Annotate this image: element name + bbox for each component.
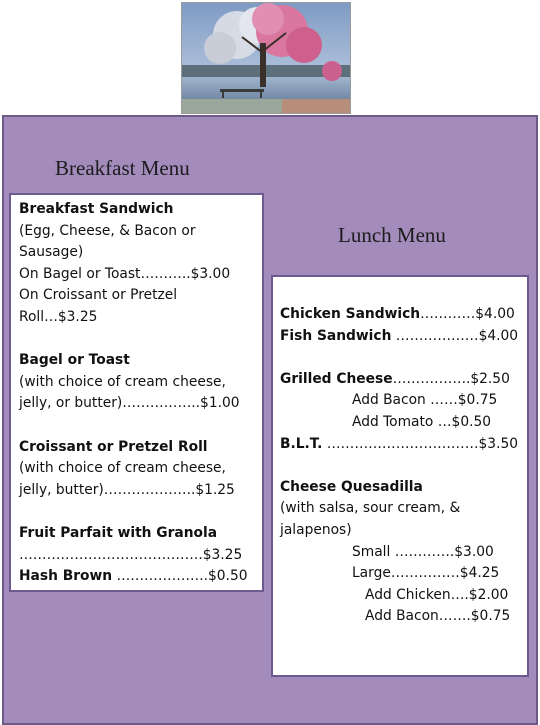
croissant-price: jelly, butter)………………..$1.25 [19,481,235,498]
quesadilla-addon: Add Bacon…….$0.75 [365,608,511,625]
grilled-cheese-price: ……………..$2.50 [392,370,510,387]
hashbrown-title: Hash Brown [19,568,113,585]
chicken-sandwich-item [280,304,527,326]
lunch-heading: Lunch Menu [338,223,446,247]
quesadilla-desc: (with salsa, sour cream, & [280,500,461,517]
grilled-cheese-addon: Add Bacon ……$0.75 [352,392,498,409]
lunch-menu-box [271,275,529,677]
grilled-cheese-addon: Add Tomato …$0.50 [352,413,492,430]
breakfast-sandwich-price: Roll…$3.25 [19,308,98,325]
breakfast-menu-box [9,193,264,592]
blt-price: ……………………………$3.50 [322,435,519,452]
quesadilla-small-price: Small ………….$3.00 [352,543,494,560]
breakfast-sandwich-desc: (Egg, Cheese, & Bacon or [19,222,196,239]
fish-sandwich-price: ………………$4.00 [391,327,519,344]
quesadilla-addon: Add Chicken….$2.00 [365,586,509,603]
grilled-cheese-item [280,369,527,391]
breakfast-sandwich-price: On Bagel or Toast………..$3.00 [19,265,231,282]
parfait-price: ………………………………….$3.25 [19,546,243,563]
hashbrown-price: ………………..$0.50 [112,568,248,585]
bagel-price: jelly, or butter)……………..$1.00 [19,395,240,412]
fish-sandwich-item [280,326,527,348]
blt-title: B.L.T. [280,435,323,452]
blt-item [280,434,527,456]
croissant-title: Croissant or Pretzel Roll [19,438,208,455]
cherry-tree-lake-image [182,3,350,113]
croissant-desc: (with choice of cream cheese, [19,460,226,477]
breakfast-heading: Breakfast Menu [55,156,190,180]
parfait-title: Fruit Parfait with Granola [19,524,218,541]
header-photo [181,2,351,114]
quesadilla-title: Cheese Quesadilla [280,478,423,495]
bagel-title: Bagel or Toast [19,352,130,369]
chicken-sandwich-price: …………$4.00 [420,306,515,322]
breakfast-sandwich-title: Breakfast Sandwich [19,201,174,217]
breakfast-sandwich-desc: Sausage) [19,244,84,261]
bagel-desc: (with choice of cream cheese, [19,373,226,390]
grilled-cheese-title: Grilled Cheese [280,370,393,387]
quesadilla-desc: jalapenos) [280,521,352,538]
hashbrown-item [19,566,262,588]
quesadilla-large-price: Large……………$4.25 [352,565,500,582]
fish-sandwich-title: Fish Sandwich [280,327,392,344]
chicken-sandwich-title: Chicken Sandwich [280,306,421,322]
breakfast-sandwich-price: On Croissant or Pretzel [19,287,178,304]
